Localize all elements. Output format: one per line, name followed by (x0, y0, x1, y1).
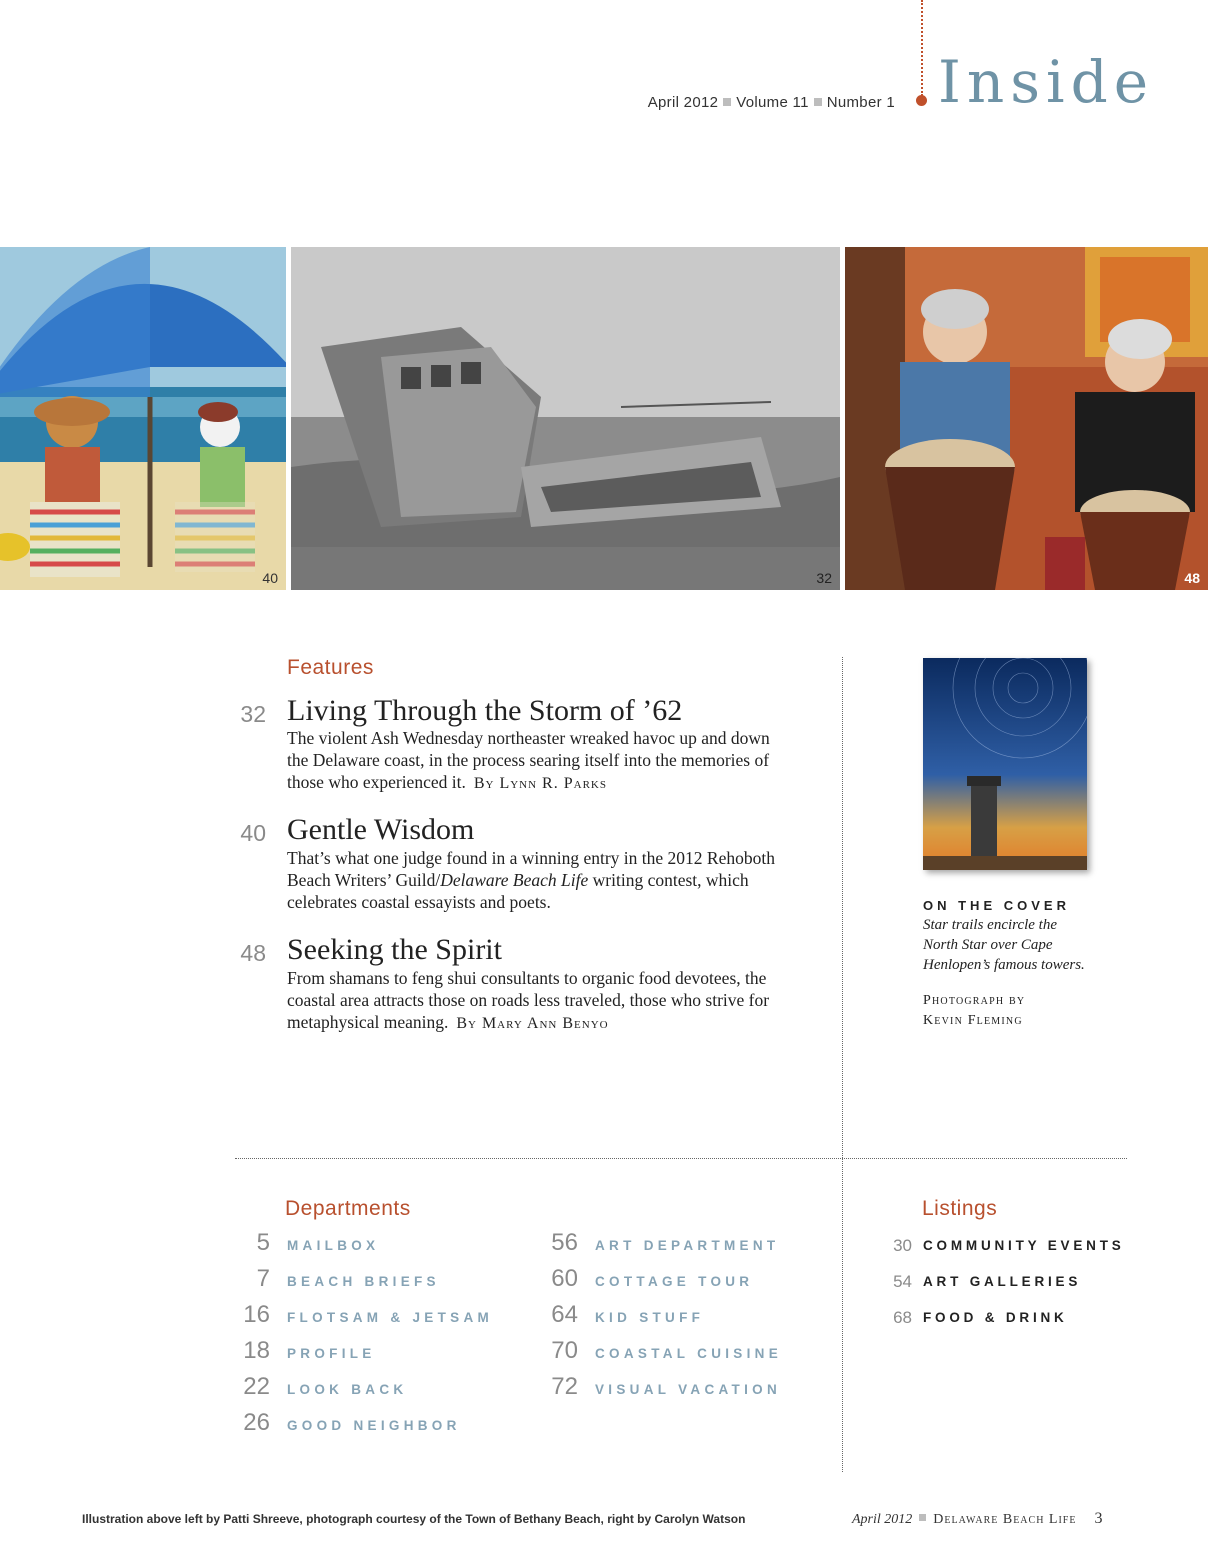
feature-page-number: 48 (240, 940, 266, 966)
beach-umbrella-image (0, 247, 286, 590)
department-page-number: 70 (551, 1337, 578, 1364)
features-heading: Features (287, 656, 374, 679)
photo-drumming-women[interactable] (845, 247, 1208, 590)
listing-page-number: 30 (893, 1236, 912, 1255)
decorative-dot (916, 95, 927, 106)
listing-label[interactable]: FOOD & DRINK (923, 1310, 1068, 1325)
photo-storm-house[interactable] (291, 247, 840, 590)
folio-date: April 2012 (852, 1512, 913, 1527)
department-label[interactable]: LOOK BACK (287, 1382, 408, 1397)
feature-description (287, 847, 787, 913)
department-label[interactable]: KID STUFF (595, 1310, 705, 1325)
listing-label[interactable]: ART GALLERIES (923, 1274, 1082, 1289)
issue-info (560, 94, 895, 111)
department-label[interactable]: PROFILE (287, 1346, 376, 1361)
department-page-number: 7 (256, 1265, 270, 1292)
separator-square (919, 1514, 926, 1521)
department-page-number: 72 (551, 1373, 578, 1400)
feature-description-text: That’s what one judge found in a winning entry in the 2012 Rehoboth Beach Writers’ Guild/ (287, 848, 775, 890)
department-label[interactable]: VISUAL VACATION (595, 1382, 782, 1397)
photo-page-number: 32 (816, 570, 832, 586)
feature-description-text: From shamans to feng shui consultants to organic food devotees, the coastal area attracts those on roads less traveled, those who strive for metaphysical meaning. (287, 968, 770, 1032)
cover-credit-name: Kevin Fleming (923, 1013, 1023, 1028)
separator-square (814, 98, 822, 106)
department-label[interactable]: BEACH BRIEFS (287, 1274, 440, 1289)
feature-title[interactable]: Seeking the Spirit (287, 933, 502, 966)
feature-description (287, 967, 787, 1035)
page-number: 3 (1094, 1510, 1103, 1527)
feature-page-number: 40 (240, 820, 266, 846)
listing-label[interactable]: COMMUNITY EVENTS (923, 1238, 1125, 1253)
department-page-number: 16 (243, 1301, 270, 1328)
drumming-women-image (845, 247, 1208, 590)
department-label[interactable]: MAILBOX (287, 1238, 380, 1253)
departments-heading: Departments (285, 1197, 411, 1220)
issue-volume: Volume 11 (736, 94, 809, 111)
feature-description (287, 727, 787, 795)
feature-description-italic: Delaware Beach Life (440, 870, 589, 890)
folio (852, 1510, 1102, 1528)
feature-description-text: The violent Ash Wednesday northeaster wreaked havoc up and down the Delaware coast, in the process searing itself into the memories of those who experienced it. (287, 728, 770, 792)
page-title: Inside (938, 48, 1155, 116)
photo-page-number: 40 (262, 570, 278, 586)
department-page-number: 64 (551, 1301, 578, 1328)
photo-credit: Illustration above left by Patti Shreeve, photograph courtesy of the Town of Bethany Beach, right by Carolyn Watson (82, 1512, 746, 1526)
department-page-number: 5 (256, 1229, 270, 1256)
cover-credit-label: Photograph by (923, 993, 1026, 1008)
department-label[interactable]: GOOD NEIGHBOR (287, 1418, 461, 1433)
department-label[interactable]: COTTAGE TOUR (595, 1274, 754, 1289)
storm-house-image (291, 247, 840, 590)
feature-page-number: 32 (240, 701, 266, 727)
department-label[interactable]: ART DEPARTMENT (595, 1238, 780, 1253)
feature-byline: By Mary Ann Benyo (456, 1015, 609, 1032)
feature-byline: By Lynn R. Parks (473, 775, 607, 792)
department-page-number: 60 (551, 1265, 578, 1292)
listings-heading: Listings (922, 1197, 998, 1220)
cover-thumbnail[interactable] (923, 658, 1087, 870)
photo-page-number: 48 (1184, 570, 1200, 586)
issue-number: Number 1 (826, 94, 895, 111)
cover-caption: Star trails encircle the North Star over Cape Henlopen’s famous towers. (923, 917, 1085, 973)
feature-title[interactable]: Gentle Wisdom (287, 813, 475, 846)
issue-date: April 2012 (647, 94, 719, 111)
vertical-divider (842, 657, 843, 1472)
department-page-number: 22 (243, 1373, 270, 1400)
department-page-number: 18 (243, 1337, 270, 1364)
department-label[interactable]: FLOTSAM & JETSAM (287, 1310, 494, 1325)
listing-page-number: 68 (893, 1308, 912, 1327)
department-page-number: 56 (551, 1229, 578, 1256)
listing-page-number: 54 (893, 1272, 912, 1291)
cover-heading: ON THE COVER (923, 898, 1070, 913)
department-page-number: 26 (243, 1409, 270, 1436)
department-label[interactable]: COASTAL CUISINE (595, 1346, 783, 1361)
feature-description-text: writing contest, which celebrates coastal essayists and poets. (287, 870, 749, 912)
separator-square (723, 98, 731, 106)
decorative-dotted-line (921, 0, 923, 96)
feature-title[interactable]: Living Through the Storm of ’62 (287, 694, 683, 727)
cover-tower-image (923, 658, 1087, 870)
folio-magazine: Delaware Beach Life (933, 1512, 1077, 1527)
photo-beach-illustration[interactable] (0, 247, 286, 590)
horizontal-divider (235, 1158, 1127, 1159)
